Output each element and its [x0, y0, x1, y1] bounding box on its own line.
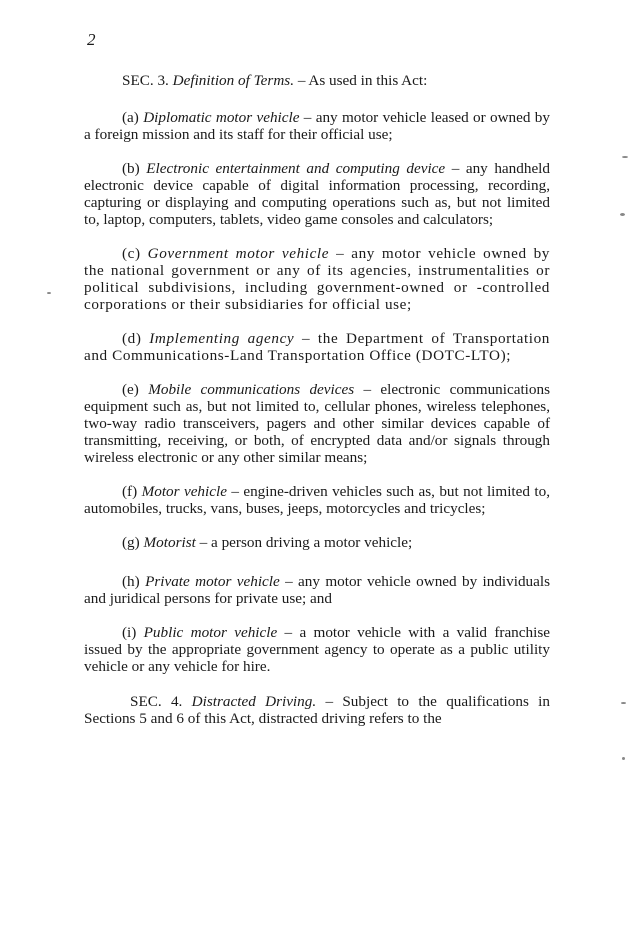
- section-intro: – As used in this Act:: [294, 72, 428, 89]
- definition-text: – a person driving a motor vehicle;: [195, 534, 413, 551]
- definition-marker: (i): [122, 624, 144, 641]
- definition-d: [84, 330, 550, 364]
- section-text: – Subject to the qualifications in Sections 5 and 6 of this Act, distracted driving refers to the: [84, 693, 550, 727]
- definition-term: Private motor vehicle: [145, 573, 280, 590]
- definition-text: – engine-driven vehicles such as, but not limited to, automobiles, trucks, vans, buses, jeeps, motorcycles and tricycles;: [84, 483, 550, 517]
- definition-term: Motorist: [143, 534, 196, 551]
- scan-speck: [622, 156, 628, 158]
- section-label: SEC. 3.: [122, 72, 169, 89]
- definition-g: [84, 534, 550, 551]
- definition-text: – any handheld electronic device capable of digital information processing, recording, capturing or displaying and computing operations such as, but not limited to, laptop, computers, tablets, video game consoles and calculators;: [84, 160, 550, 228]
- scan-speck: [622, 757, 625, 760]
- definition-e: [84, 381, 550, 466]
- section-3-heading: [84, 72, 550, 89]
- section-title: Definition of Terms.: [172, 72, 295, 89]
- definition-term: Mobile communications devices: [148, 381, 355, 398]
- definition-term: Diplomatic motor vehicle: [143, 109, 300, 126]
- definition-f: [84, 483, 550, 517]
- definition-term: Electronic entertainment and computing device: [146, 160, 446, 177]
- definition-b: [84, 160, 550, 228]
- definition-marker: (b): [122, 160, 147, 177]
- definition-term: Government motor vehicle: [147, 245, 330, 262]
- section-label: SEC. 4.: [130, 693, 183, 710]
- page-number: 2: [87, 30, 96, 49]
- document-body: [84, 72, 550, 744]
- definition-marker: (f): [122, 483, 142, 500]
- definition-marker: (g): [122, 534, 144, 551]
- definition-marker: (a): [122, 109, 144, 126]
- definition-text: – electronic communications equipment such as, but not limited to, cellular phones, wireless telephones, two-way radio transceivers, pagers and other similar devices capable of transmitting, receiving, or both, of encrypted data and/or signals through wireless electronic or any other similar means;: [84, 381, 550, 466]
- definition-text: – any motor vehicle owned by the national government or any of its agencies, instrumentalities or political subdivisions, including government-owned or -controlled corporations or their subsidiaries for official use;: [84, 245, 550, 313]
- definition-a: [84, 109, 550, 143]
- definition-text: – a motor vehicle with a valid franchise issued by the appropriate government agency to operate as a public utility vehicle or any vehicle for hire.: [84, 624, 550, 675]
- section-title: Distracted Driving.: [191, 693, 317, 710]
- scan-speck: [620, 213, 625, 216]
- definition-text: – the Department of Transportation and Communications-Land Transportation Office (DOTC-LTO);: [84, 330, 550, 364]
- scan-speck: [47, 292, 51, 294]
- definition-h: [84, 573, 550, 607]
- definition-text: – any motor vehicle owned by individuals and juridical persons for private use; and: [84, 573, 551, 607]
- definition-term: Implementing agency: [149, 330, 295, 347]
- definition-term: Motor vehicle: [141, 483, 227, 500]
- definition-marker: (d): [122, 330, 150, 347]
- definition-term: Public motor vehicle: [143, 624, 278, 641]
- definition-i: [84, 624, 550, 675]
- section-4-heading: [84, 693, 550, 727]
- definition-c: [84, 245, 550, 313]
- definition-marker: (c): [122, 245, 148, 262]
- definition-marker: (h): [122, 573, 146, 590]
- definition-text: – any motor vehicle leased or owned by a foreign mission and its staff for their official use;: [84, 109, 550, 143]
- scan-speck: [621, 702, 626, 704]
- definition-marker: (e): [122, 381, 149, 398]
